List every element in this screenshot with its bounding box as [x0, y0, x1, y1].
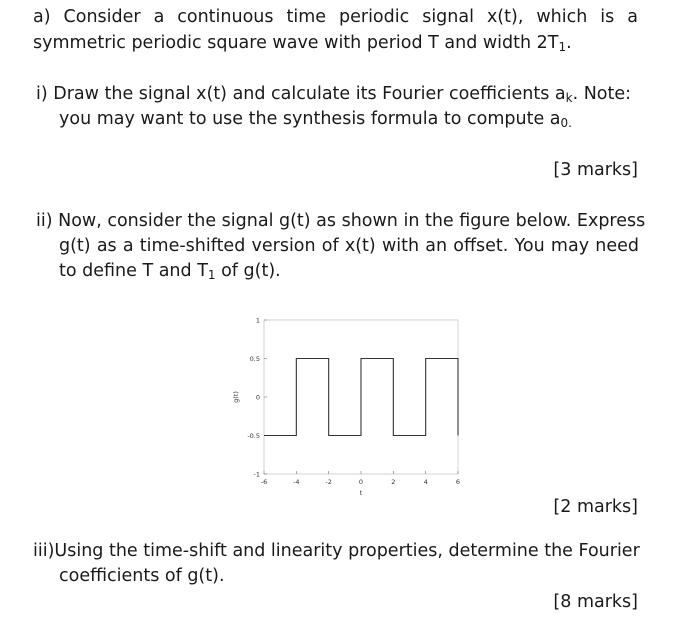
part-ii-line-1: ii) Now, consider the signal g(t) as shown in the figure below. Express: [36, 211, 646, 231]
x-axis-label: t: [359, 489, 363, 497]
y-tick-label: -0.5: [247, 431, 260, 440]
y-tick-label: 0.5: [249, 354, 260, 363]
part-i-marks: [3 marks]: [553, 160, 638, 180]
x-tick-label: 4: [423, 478, 428, 486]
x-tick-label: 0: [358, 478, 364, 486]
part-a-line-1: a) Consider a continuous time periodic signal x(t), which is a: [33, 7, 638, 27]
square-wave-line: [264, 359, 458, 436]
g-of-t-plot: [220, 312, 480, 502]
x-tick-label: -4: [293, 478, 300, 486]
x-tick-label: 6: [455, 478, 461, 486]
part-iii-line-1: iii)Using the time-shift and linearity properties, determine the Fourier: [33, 541, 640, 561]
part-iii-line-2: coefficients of g(t).: [59, 566, 225, 586]
x-tick-label: -6: [260, 478, 268, 486]
x-tick-label: -2: [325, 478, 332, 486]
part-ii-marks: [2 marks]: [553, 497, 638, 517]
part-i-line-2: you may want to use the synthesis formula to compute $a_{0.}$: [59, 109, 572, 130]
y-tick-label: 0: [255, 393, 260, 402]
part-iii-marks: [8 marks]: [553, 592, 638, 612]
part-i-line-1: i) Draw the signal x(t) and calculate its Fourier coefficients $a_k$. Note:: [36, 84, 632, 105]
x-tick-label: 2: [391, 478, 396, 486]
part-ii-line-3: to define T and $T_1$ of g(t).: [59, 261, 281, 282]
y-tick-label: 1: [255, 316, 260, 325]
part-a-line-2: symmetric periodic square wave with period T and width $2T_1$.: [33, 33, 572, 54]
y-tick-label: -1: [253, 470, 260, 479]
y-axis-label: g(t): [232, 391, 240, 403]
part-ii-line-2: g(t) as a time-shifted version of x(t) with an offset. You may need: [59, 236, 639, 256]
